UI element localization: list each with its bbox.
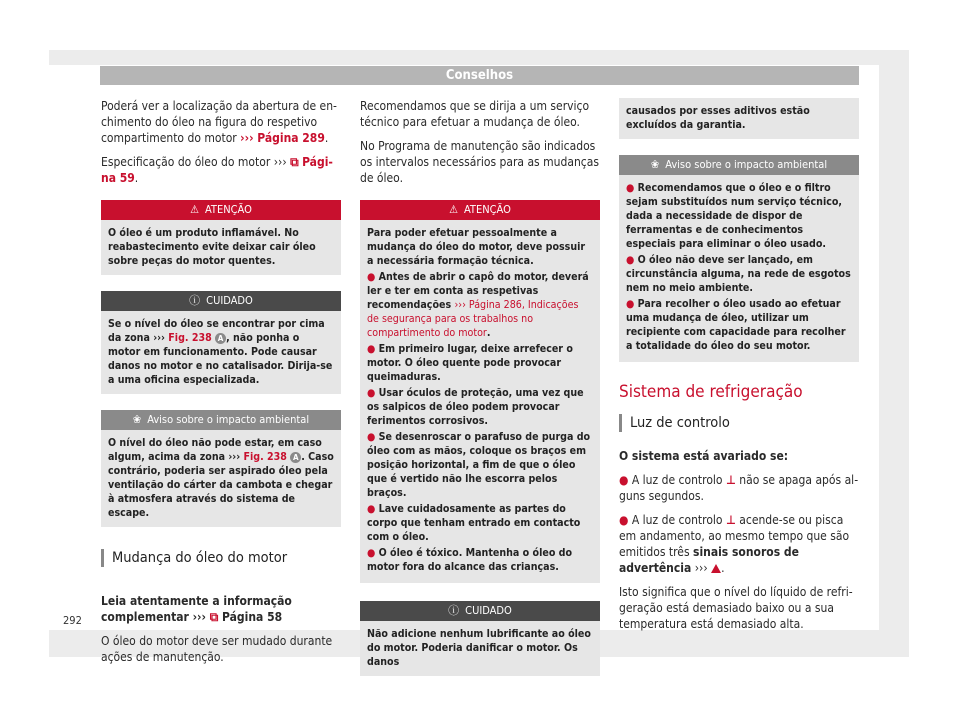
list-item: [367, 386, 593, 428]
environment-box: [101, 410, 341, 527]
paragraph: [101, 593, 341, 625]
paragraph: Recomendamos que se dirija a um serviço técnico para efetuar a mudança de óleo.: [360, 99, 590, 129]
environment-box: [619, 155, 859, 362]
warning-triangle-icon: ⚠: [190, 203, 199, 216]
text: não se apaga após alguns segundos.: [619, 473, 859, 503]
list-item: [626, 253, 852, 295]
page-number: 292: [63, 614, 82, 627]
caution-header: [101, 291, 341, 311]
text: O nível do óleo não pode estar, em caso algum, acima da zona ›››: [108, 437, 322, 463]
coolant-warning-icon: ⊥: [725, 473, 736, 487]
page-link[interactable]: Página 58: [222, 610, 283, 624]
warning-header: [360, 200, 600, 220]
column-1: [101, 98, 341, 673]
caution-box: [360, 601, 600, 676]
leaf-icon: ❀: [132, 413, 142, 426]
page-link[interactable]: ››› Página 289: [240, 131, 325, 145]
book-icon: ⧉: [290, 155, 299, 169]
marker-a: A: [215, 333, 226, 344]
bullet-icon: ●: [367, 431, 379, 443]
text: Para recolher o óleo usado ao efetuar uma mudança de óleo, utilizar um recipiente com capacidade para recolher a totalidade do óleo do seu motor.: [626, 298, 846, 352]
section-title: Mudança do óleo do motor: [101, 549, 341, 567]
info-circle-icon: ⓘ: [448, 604, 460, 617]
bullet-icon: ●: [619, 513, 632, 527]
caution-continued-body: causados por esses aditivos estão excluídos da garantia.: [626, 105, 810, 131]
warning-intro: Para poder efetuar pessoalmente a mudança do óleo do motor, deve possuir a necessária formação técnica.: [367, 227, 586, 267]
text: Poderá ver a localização da abertura de enchimento do óleo na figura do respetivo compartimento do motor: [101, 99, 337, 145]
paragraph: [101, 154, 341, 186]
text: Se o nível do óleo se encontrar por cima da zona ›››: [108, 318, 325, 344]
text: Leia atentamente a informação complementar ›››: [101, 594, 292, 624]
text: O óleo não deve ser lançado, em circunstância alguma, na rede de esgotos nem no meio ambiente.: [626, 254, 851, 294]
figure-link[interactable]: Fig. 238: [243, 451, 287, 463]
column-2: [360, 98, 600, 690]
text: ›››: [691, 561, 712, 575]
text: acende-se ou pisca em andamento, ao mesmo tempo que são emitidos três: [619, 513, 850, 559]
paragraph: [101, 98, 341, 146]
page-header: Conselhos: [100, 66, 859, 85]
section-title: Luz de controlo: [619, 414, 859, 432]
list-item: [367, 430, 593, 500]
environment-header: [101, 410, 341, 430]
text: Usar óculos de proteção, uma vez que os salpicos de óleo podem provocar ferimentos corrosivos.: [367, 387, 584, 427]
list-item: [367, 270, 593, 340]
text: Em primeiro lugar, deixe arrefecer o motor. O óleo quente pode provocar queimaduras.: [367, 343, 573, 383]
text: .: [486, 327, 491, 339]
environment-title: Aviso sobre o impacto ambiental: [147, 413, 310, 426]
warning-header: [101, 200, 341, 220]
list-item: [367, 546, 593, 574]
figure-link[interactable]: Fig. 238: [168, 332, 212, 344]
paragraph: Isto significa que o nível do líquido de refrigeração está demasiado baixo ou a sua temperatura está demasiado alta.: [619, 585, 853, 631]
caution-title: CUIDADO: [206, 294, 253, 307]
text: Se desenroscar o parafuso de purga do óleo com as mãos, coloque os braços em posição horizontal, a fim de que o óleo que é vertido não lhe escorra pelos braços.: [367, 431, 591, 499]
leaf-icon: ❀: [650, 158, 660, 171]
book-icon: ⧉: [209, 610, 219, 624]
list-item: [626, 297, 852, 353]
text: A luz de controlo: [631, 473, 726, 487]
bullet-icon: ●: [367, 271, 379, 283]
list-item: [626, 181, 852, 251]
warning-box: [101, 200, 341, 275]
caution-box: [101, 291, 341, 394]
text: , não ponha o motor em funcionamento. Pode causar danos no motor e no catalisador. Dirija-se a uma oficina especializada.: [108, 332, 333, 386]
list-item: [619, 472, 859, 504]
coolant-warning-icon: ⊥: [725, 513, 736, 527]
text: .: [134, 171, 139, 185]
caution-continued-box: [619, 98, 859, 139]
bullet-icon: ●: [367, 547, 379, 559]
text: O óleo é tóxico. Mantenha o óleo do motor fora do alcance das crianças.: [367, 547, 573, 573]
paragraph: No Programa de manutenção são indicados os intervalos necessários para as mudanças de óleo.: [360, 139, 599, 185]
list-item: ● A luz de controlo ⊥ acende-se ou pisca em andamento, ao mesmo tempo que são emitidos três sinais sonoros de advertência ››› .: [619, 513, 850, 575]
paragraph: O óleo do motor deve ser mudado durante ações de manutenção.: [101, 634, 333, 664]
environment-body: [619, 175, 859, 362]
warning-body: [360, 220, 600, 583]
caution-header: [360, 601, 600, 621]
text: Antes de abrir o capô do motor, deverá ler e ter em conta as respetivas recomendações: [367, 271, 589, 311]
caution-title: CUIDADO: [465, 604, 512, 617]
caution-body: Não adicione nenhum lubrificante ao óleo do motor. Poderia danificar o motor. Os danos: [367, 628, 591, 668]
text: Especificação do óleo do motor ›››: [101, 155, 291, 169]
bullet-icon: ●: [367, 387, 379, 399]
bullet-icon: ●: [626, 254, 638, 266]
bullet-icon: ●: [367, 343, 379, 355]
warning-box: [360, 200, 600, 583]
warning-body: O óleo é um produto inflamável. No reabastecimento evite deixar cair óleo sobre peças do motor quentes.: [108, 227, 316, 267]
bullet-icon: ●: [619, 473, 632, 487]
bullet-icon: ●: [626, 298, 638, 310]
text: Lave cuidadosamente as partes do corpo que tenham entrado em contacto com o óleo.: [367, 503, 581, 543]
text: .: [324, 131, 329, 145]
list-item: [367, 502, 593, 544]
text: A luz de controlo: [631, 513, 726, 527]
text: . Caso contrário, poderia ser aspirado óleo pela ventilação do cárter da cambota e chegar à atmosfera através do sistema de escape.: [108, 451, 334, 519]
list-item: [367, 342, 593, 384]
warning-triangle-icon[interactable]: [711, 564, 721, 573]
page-link[interactable]: Página 59: [101, 155, 333, 185]
chapter-title: Sistema de refrigeração: [619, 382, 803, 402]
text: Recomendamos que o óleo e o filtro sejam substituídos num serviço técnico, dada a necessidade de dispor de ferramentas e de conhecimentos especiais para eliminar o óleo usado.: [626, 182, 843, 250]
column-3: [619, 98, 859, 640]
marker-a: A: [290, 452, 301, 463]
environment-body: [101, 430, 341, 527]
bullet-icon: ●: [626, 182, 638, 194]
page-link[interactable]: ››› Página 286, Indicações de segurança para os trabalhos no compartimento do motor: [367, 299, 579, 339]
info-circle-icon: ⓘ: [189, 294, 201, 307]
warning-title: ATENÇÃO: [204, 203, 252, 216]
paragraph: O sistema está avariado se:: [619, 449, 789, 463]
warning-title: ATENÇÃO: [463, 203, 511, 216]
bullet-icon: ●: [367, 503, 379, 515]
caution-body: [101, 311, 341, 394]
environment-title: Aviso sobre o impacto ambiental: [665, 158, 828, 171]
environment-header: [619, 155, 859, 175]
warning-triangle-icon: ⚠: [449, 203, 458, 216]
text: sinais sonoros de advertência: [619, 545, 799, 575]
